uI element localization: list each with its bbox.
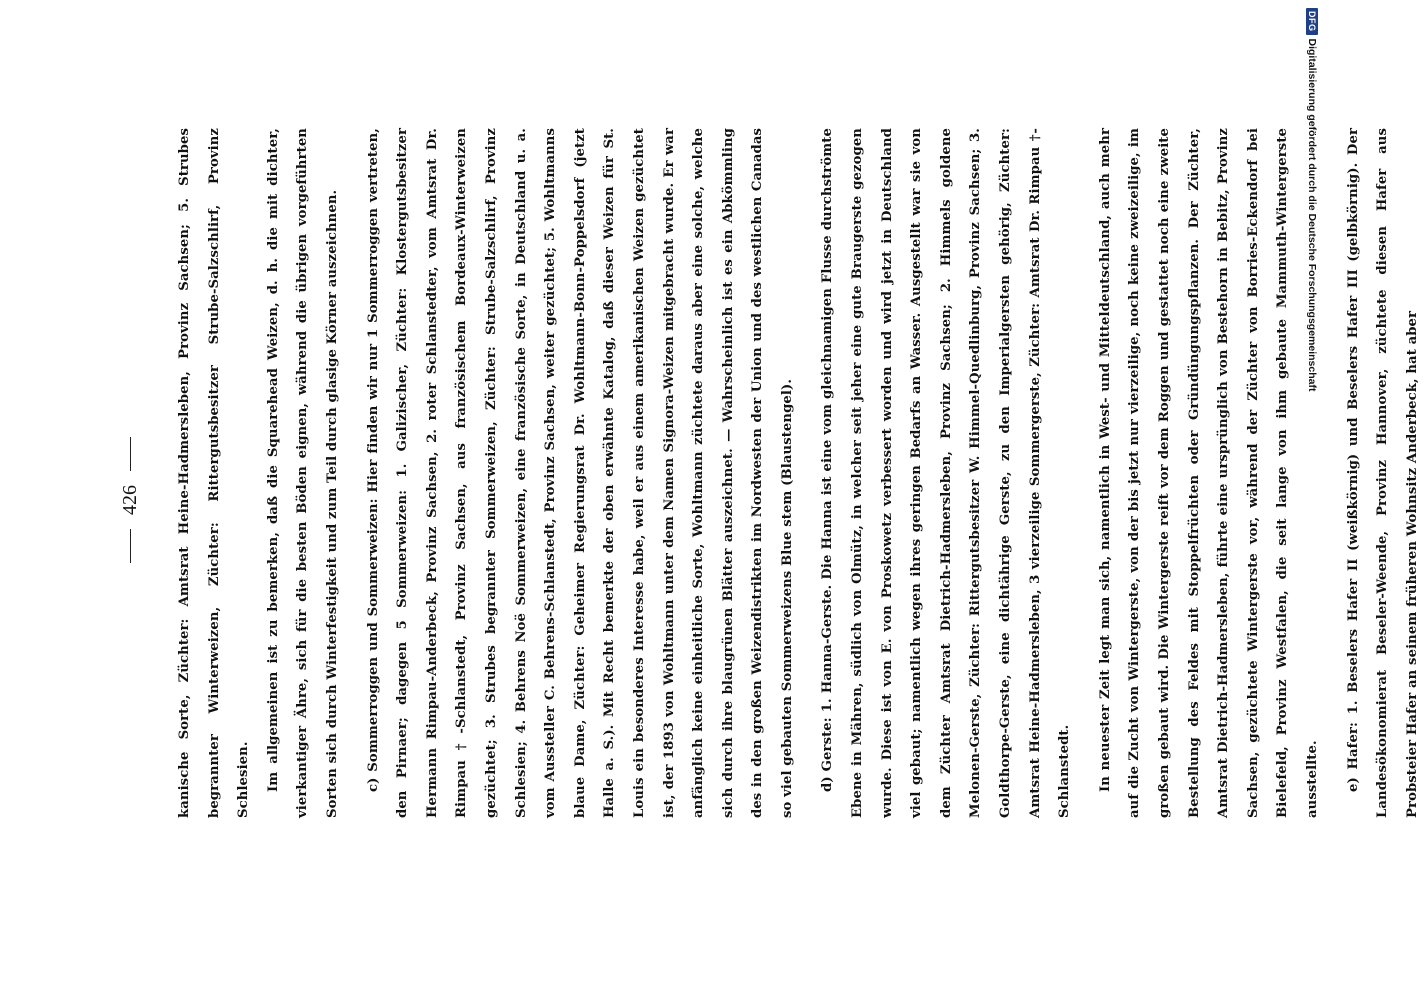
paragraph-barley: d) Gerste: 1. Hanna-Gerste. Die Hanna ist eine vom gleichnamigen Flusse durchströmte Ebene in Mähren, südlich von Olmütz, in welcher seit jeher eine gute Braugerste gezogen wurde. Diese ist von E. von Proskowetz verbessert worden und wird jetzt in Deutschland viel gebaut; namentlich wegen ihres geringen Bedarfs an Wasser. Ausgestellt war sie von dem Züchter Amtsrat Dietrich-Hadmersleben, Provinz Sachsen; 2. Himmels goldene Melonen-Gerste, Züchter: Rittergutsbesitzer W. Himmel-Quedlinburg, Provinz Sachsen; 3. Goldthorpe-Gerste, eine dichtährige Gerste, zu den Imperialgersten gehörig, Züchter: Amtsrat Heine-Hadmersleben, 3 vierzeilige Sommergerste, Züchter: Amtsrat Dr. Rimpau †-Schlanstedt.	[820, 128, 1073, 818]
page-header	[112, 0, 148, 1000]
funding-text: Digitalisierung gefördert durch die Deutsche Forschungsgemeinschaft	[1306, 38, 1318, 392]
dfg-logo: DFG	[1306, 8, 1318, 35]
paragraph-general-remark: Im allgemeinen ist zu bemerken, daß die Squarehead Weizen, d. h. die mit dichter, vierkantiger Ähre, sich für die besten Böden eignen, während die übrigen vorgeführten Sorten sich durch Winterfestigkeit und zum Teil durch glasige Körner auszeichnen.	[265, 128, 340, 818]
paragraph-oats: e) Hafer: 1. Beselers Hafer II (weißkörnig) und Beselers Hafer III (gelbkörnig). Der Landesökonomierat Beseler-Weende, Provinz Hannover, züchtete diesen Hafer aus Probsteier Hafer an seinem früheren Wohnsitz Anderbeck, hat aber	[1345, 128, 1420, 818]
paragraph-wheat-continued: kanische Sorte, Züchter: Amtsrat Heine-Hadmersleben, Provinz Sachsen; 5. Strubes begrannter Winterweizen, Züchter: Rittergutsbesitzer Strube-Salzschlirf, Provinz Schlesien.	[177, 128, 252, 818]
body-text	[170, 128, 1427, 818]
funding-notice	[1302, 8, 1322, 393]
header-rule-left	[130, 529, 131, 563]
paragraph-winter-barley: In neuester Zeit legt man sich, namentlich in West- und Mitteldeutschland, auch mehr auf die Zucht von Wintergerste, von der bis jetzt nur vierzeilige, noch keine zweizeilige, im großen gebaut wird. Die Wintergerste reift vor dem Roggen und gestattet noch eine zweite Bestellung des Feldes mit Stoppelfrüchten oder Gründüngungspflanzen. Der Züchter, Amtsrat Dietrich-Hadmersleben, führte eine ursprünglich von Bestehorn in Bebitz, Provinz Sachsen, gezüchtete Wintergerste vor, während der Züchter von Borries-Eckendorf bei Bielefeld, Provinz Westfalen, die seit lange von ihm gebaute Mammuth-Wintergerste ausstellte.	[1097, 128, 1320, 818]
page-number: 426	[118, 485, 141, 515]
header-rule-right	[130, 437, 131, 471]
paragraph-summer-rye-wheat: c) Sommerroggen und Sommerweizen: Hier finden wir nur 1 Sommerroggen vertreten, den Pirnaer; dagegen 5 Sommerweizen: 1. Galizischer, Züchter: Klostergutsbesitzer Hermann Rimpau-Anderbeck, Provinz Sachsen, 2. roter Schlanstedter, vom Amtsrat Dr. Rimpau†-Schlanstedt, Provinz Sachsen, aus französischem Bordeaux-Winterweizen gezüchtet; 3. Strubes begrannter Sommerweizen, Züchter: Strube-Salzschlirf, Provinz Schlesien; 4. Behrens Noë Sommerweizen, eine französische Sorte, in Deutschland u. a. vom Aussteller C. Behrens-Schlanstedt, Provinz Sachsen, weiter gezüchtet; 5. Wohltmanns blaue Dame, Züchter: Geheimer Regierungsrat Dr. Wohltmann-Bonn-Poppelsdorf (jetzt Halle a. S.). Mit Recht bemerkte der oben erwähnte Katalog, daß dieser Weizen für St. Louis ein besonderes Interesse habe, weil er aus einem amerikanischen Weizen gezüchtet ist, der 1893 von Wohltmann unter dem Namen Signora-Weizen mitgebracht wurde. Er war anfänglich keine einheitliche Sorte, Wohltmann züchtete daraus aber eine solche, welche sich durch ihre blaugrünen Blätter auszeichnet. — Wahrscheinlich ist es ein Abkömmling des in den großen Weizendistrikten im Nordwesten der Union und des westlichen Canadas so viel gebauten Sommerweizens Blue stem (Blaustengel).	[365, 128, 795, 818]
